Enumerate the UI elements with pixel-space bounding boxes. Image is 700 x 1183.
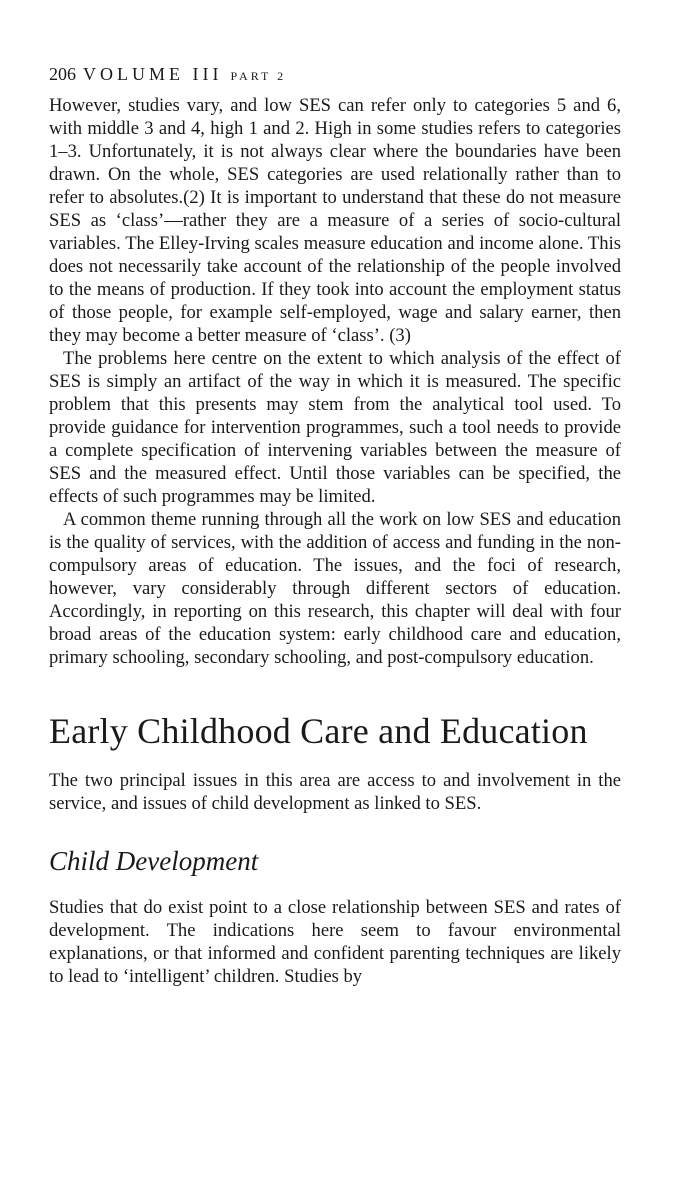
body-paragraph: A common theme running through all the work on low SES and education is the quality of services, with the addition of access and funding in the non-compulsory areas of education. The issues, and the foci of research, however, vary considerably through different sectors of education. Accordingly, in reporting on this research, this chapter will deal with four broad areas of the education system: early childhood care and education, primary schooling, secondary schooling, and post-compulsory education.: [49, 509, 621, 668]
part-label: PART 2: [230, 69, 287, 83]
body-paragraph: However, studies vary, and low SES can refer only to categories 5 and 6, with middle 3 and 4, high 1 and 2. High in some studies refers to categories 1–3. Unfortunately, it is not always clear where the boundaries have been drawn. On the whole, SES categories are used relationally rather than to refer to absolutes.(2) It is important to understand that these do not measure SES as ‘class’—rather they are a measure of a series of socio-cultural variables. The Elley-Irving scales measure education and income alone. This does not necessarily take account of the relationship of the people involved to the means of production. If they took into account the employment status of those people, for example self-employed, wage and salary earner, then they may become a better measure of ‘class’. (3): [49, 95, 621, 346]
page-number: 206: [49, 64, 76, 84]
subsection-paragraph: Studies that do exist point to a close relationship between SES and rates of development. The indications here seem to favour environmental explanations, or that informed and confident parenting techniques are likely to lead to ‘intelligent’ children. Studies by: [49, 897, 621, 987]
running-head: [49, 62, 621, 88]
body-paragraph: The problems here centre on the extent to which analysis of the effect of SES is simply an artifact of the way in which it is measured. The specific problem that this presents may stem from the analytical tool used. To provide guidance for intervention programmes, such a tool needs to provide a complete specification of intervening variables between the measure of SES and the measured effect. Until those variables can be specified, the effects of such programmes may be limited.: [49, 348, 621, 507]
subsection-heading: Child Development: [49, 846, 259, 876]
section-paragraph: The two principal issues in this area are access to and involvement in the service, and issues of child development as linked to SES.: [49, 770, 621, 814]
volume-label: VOLUME III: [83, 64, 223, 84]
document-page: [49, 62, 621, 988]
section-heading: Early Childhood Care and Education: [49, 711, 588, 751]
